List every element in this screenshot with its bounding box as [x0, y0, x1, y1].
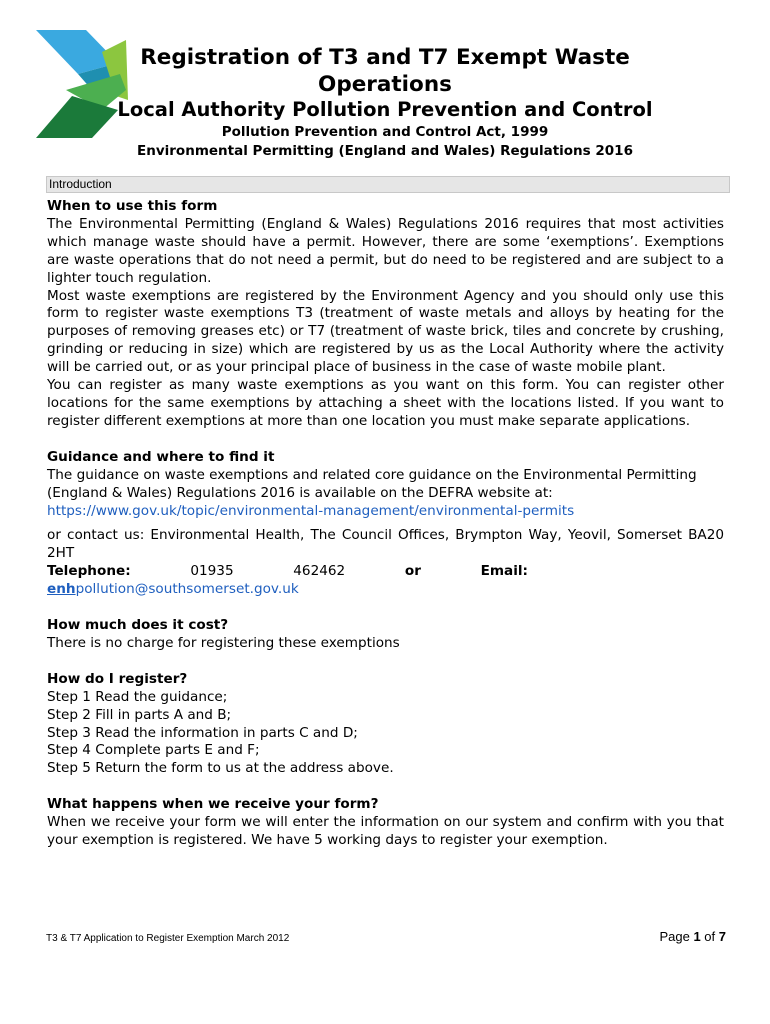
telephone-code: 01935	[190, 563, 234, 580]
current-page: 1	[693, 929, 701, 944]
total-pages: 7	[718, 929, 726, 944]
page-number	[659, 929, 726, 944]
of-word: of	[704, 929, 716, 944]
email-label: Email:	[480, 563, 528, 580]
or-text: or	[404, 563, 421, 580]
footer-document-title: T3 & T7 Application to Register Exemption March 2012	[46, 933, 290, 944]
step-item: Step 4 Complete parts E and F;	[47, 742, 260, 759]
page-subtitle: Local Authority Pollution Prevention and Control	[117, 98, 653, 121]
paragraph: Most waste exemptions are registered by the Environment Agency and you should only use this form to register waste exemptions T3 (treatment of waste metals and alloys by heating for the purposes of removing greases etc) or T7 (treatment of waste brick, tiles and concrete by crushing, grinding or reducing in size) which are registered by us as the Local Authority where the activity will be carried out, or as your principal place of business in the case of waste mobile plant.	[47, 287, 724, 376]
step-item: Step 5 Return the form to us at the address above.	[47, 760, 394, 777]
heading-register: How do I register?	[47, 670, 188, 687]
paragraph: There is no charge for registering these exemptions	[47, 634, 400, 651]
step-item: Step 1 Read the guidance;	[47, 688, 228, 705]
act-line: Pollution Prevention and Control Act, 1999	[221, 124, 549, 140]
telephone-row	[47, 563, 724, 581]
defra-link[interactable]: https://www.gov.uk/topic/environmental-management/environmental-permits	[47, 502, 575, 519]
heading-cost: How much does it cost?	[47, 617, 229, 634]
paragraph: The guidance on waste exemptions and related core guidance on the Environmental Permitting (England & Wales) Regulations 2016 is available on the DEFRA website at:	[47, 466, 697, 501]
heading-receive: What happens when we receive your form?	[47, 796, 379, 813]
email-prefix[interactable]: enh	[47, 581, 76, 598]
page-word: Page	[659, 929, 690, 944]
regulations-line: Environmental Permitting (England and Wales) Regulations 2016	[137, 143, 633, 159]
telephone-number: 462462	[293, 563, 346, 580]
heading-guidance: Guidance and where to find it	[47, 448, 275, 465]
page-title: Registration of T3 and T7 Exempt Waste Operations	[140, 45, 630, 97]
email-rest[interactable]: pollution@southsomerset.gov.uk	[75, 581, 299, 598]
paragraph: The Environmental Permitting (England & Wales) Regulations 2016 requires that most activities which manage waste should have a permit. However, there are some ‘exemptions’. Exemptions are waste operations that do not need a permit, but do need to be registered and are subject to a lighter touch regulation.	[47, 215, 724, 286]
section-bar-introduction: Introduction	[46, 176, 730, 193]
telephone-label: Telephone:	[47, 563, 131, 580]
step-item: Step 3 Read the information in parts C and D;	[47, 724, 358, 741]
paragraph: You can register as many waste exemptions as you want on this form. You can register other locations for the same exemptions by attaching a sheet with the locations listed. If you want to register different exemptions at more than one location you must make separate applications.	[47, 377, 724, 429]
email-link[interactable]	[47, 581, 724, 599]
contact-address: or contact us: Environmental Health, The Council Offices, Brympton Way, Yeovil, Somerset BA20 2HT	[47, 527, 724, 562]
heading-when-to-use: When to use this form	[47, 198, 218, 214]
paragraph: When we receive your form we will enter the information on our system and confirm with you that your exemption is registered. We have 5 working days to register your exemption.	[47, 814, 724, 849]
main-content	[47, 198, 724, 850]
step-item: Step 2 Fill in parts A and B;	[47, 706, 232, 723]
